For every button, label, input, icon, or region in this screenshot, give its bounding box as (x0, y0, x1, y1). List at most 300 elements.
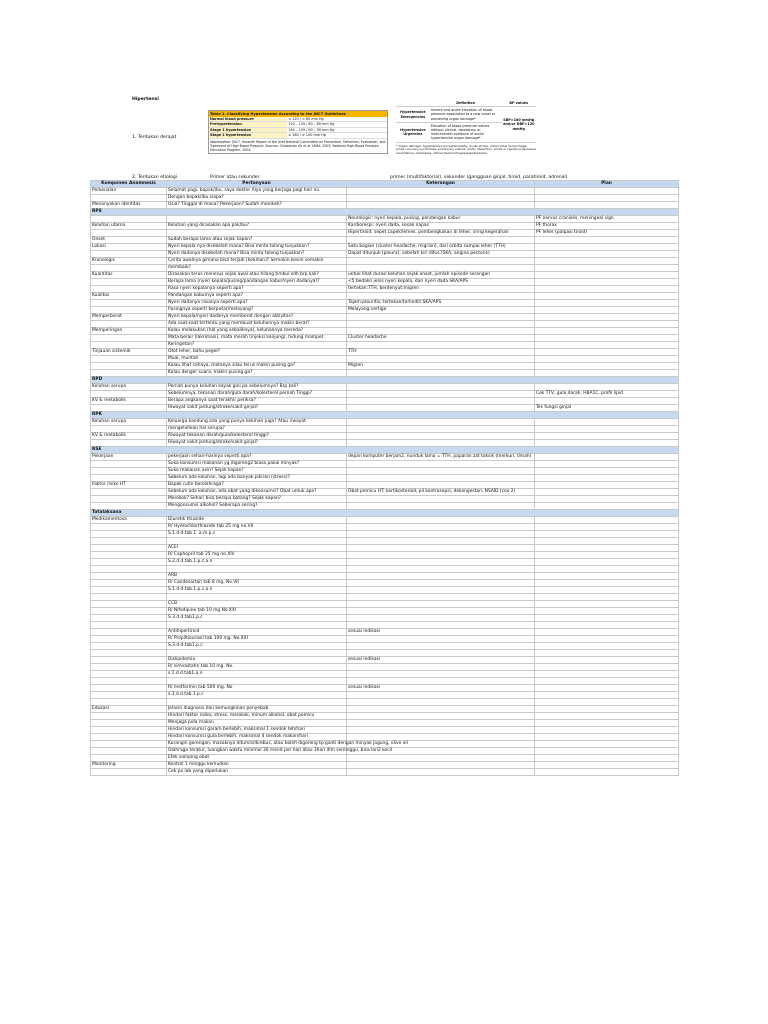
cell-keterangan: sesuai indikasi (347, 685, 535, 692)
cell-komponen: Onset (91, 237, 167, 244)
table-row (91, 314, 679, 321)
cell-keterangan (347, 671, 535, 678)
cell-keterangan (347, 699, 535, 706)
cell-keterangan (347, 720, 535, 727)
jnc7-range: ≥ 160 / ≥ 100 mm Hg (287, 133, 387, 138)
cell-komponen (91, 195, 167, 202)
cell-keterangan (347, 188, 535, 195)
jnc7-range: 140 – 159 / 90 – 99 mm Hg (287, 127, 387, 132)
cell-keterangan (347, 426, 535, 433)
cell-komponen (91, 685, 167, 692)
cell-pertanyaan: Sebelum ada keluhan, ada obat yang dikonsumsi? Obat untuk apa? (167, 489, 347, 496)
cell-pertanyaan: mengeluhkan hal serupa? (167, 426, 347, 433)
table-row (91, 713, 679, 720)
cell-pertanyaan: Hindari konsumsi gula berlebih, maksimal 4 sendok makan/hari (167, 734, 347, 741)
cell-pertanyaan (167, 594, 347, 601)
table-row (91, 678, 679, 685)
step-2-label: 2. Tentukan etiologi (132, 175, 178, 180)
header-komponen: Komponen Anamnesis (91, 181, 167, 188)
cell-komponen (91, 496, 167, 503)
section-row (91, 510, 679, 517)
cell-komponen: Memperberat (91, 314, 167, 321)
table-row (91, 482, 679, 489)
cell-plan (535, 384, 679, 391)
table-row (91, 419, 679, 426)
cell-plan (535, 622, 679, 629)
table-row (91, 748, 679, 755)
cell-pertanyaan: CCB (167, 601, 347, 608)
table-row (91, 629, 679, 636)
cell-pertanyaan: Kalau melakukan (hal yang sebaliknya), keluhannya mereda? (167, 328, 347, 335)
cell-plan (535, 678, 679, 685)
cell-pertanyaan (167, 566, 347, 573)
bp-row-urgencies: Hypertensive Urgencies (396, 122, 430, 142)
cell-komponen (91, 643, 167, 650)
cell-plan (535, 566, 679, 573)
cell-plan (535, 468, 679, 475)
cell-keterangan (347, 328, 535, 335)
cell-plan (535, 356, 679, 363)
cell-plan (535, 594, 679, 601)
cell-plan: Tes fungsi ginjal (535, 405, 679, 412)
header-pertanyaan: Pertanyaan (167, 181, 347, 188)
table-row (91, 398, 679, 405)
cell-komponen (91, 587, 167, 594)
cell-komponen (91, 405, 167, 412)
cell-plan (535, 398, 679, 405)
cell-pertanyaan: Olahraga teratur, luangkan waktu minimal 30 menit per hari atau 3hari dlm seminggu, bisa lari2 kecil (168, 748, 393, 753)
table-row (91, 559, 679, 566)
cell-komponen (91, 503, 167, 510)
jnc7-classification-table (208, 110, 388, 154)
cell-komponen (91, 594, 167, 601)
cell-plan: PF leher (palpasi tiroid) (535, 230, 679, 237)
table-row (91, 328, 679, 335)
cell-plan (535, 496, 679, 503)
cell-komponen (91, 748, 167, 755)
section-label: RPD (91, 377, 679, 384)
cell-keterangan (347, 475, 535, 482)
cell-komponen (91, 608, 167, 615)
cell-plan (535, 643, 679, 650)
cell-keterangan (347, 545, 535, 552)
cell-komponen: Pekerjaan (91, 454, 167, 461)
table-row (91, 433, 679, 440)
table-row (91, 300, 679, 307)
cell-komponen (91, 475, 167, 482)
cell-plan (535, 524, 679, 531)
table-row (91, 363, 679, 370)
cell-plan (535, 188, 679, 195)
jnc7-category: Stage 1 hypertension (209, 127, 287, 132)
table-row (91, 741, 679, 748)
table-row (91, 552, 679, 559)
cell-komponen (91, 657, 167, 664)
cell-keterangan (347, 650, 535, 657)
cell-pertanyaan: Nyeri dadanya rasanya seperti apa? (167, 300, 347, 307)
cell-komponen (91, 615, 167, 622)
table-row (91, 664, 679, 671)
cell-komponen (91, 601, 167, 608)
cell-keterangan (347, 615, 535, 622)
cell-keterangan (347, 384, 535, 391)
cell-plan (535, 762, 679, 769)
table-row (91, 587, 679, 594)
cell-komponen (91, 391, 167, 398)
cell-plan (535, 307, 679, 314)
step-1-label: 1. Tentukan derajat (132, 135, 177, 140)
cell-keterangan (347, 524, 535, 531)
cell-plan (535, 265, 679, 272)
cell-keterangan (347, 713, 535, 720)
cell-plan (535, 685, 679, 692)
cell-komponen: Edukasi (91, 706, 167, 713)
cell-komponen (91, 440, 167, 447)
cell-keterangan (347, 622, 535, 629)
cell-keterangan: Neurologic: nyeri kepala, pusing, pandangan kabur (347, 216, 535, 223)
cell-keterangan (347, 727, 535, 734)
cell-pertanyaan: ARB (167, 573, 347, 580)
cell-komponen: Kuantitas (91, 272, 167, 279)
cell-pertanyaan: Bapak rutin berolahraga? (167, 482, 347, 489)
cell-plan (535, 440, 679, 447)
section-row (91, 377, 679, 384)
cell-pertanyaan: Diuretik thiazide (167, 517, 347, 524)
cell-plan (535, 314, 679, 321)
section-row (91, 412, 679, 419)
cell-keterangan: Cluster headache (347, 335, 535, 342)
cell-keterangan: Satu bagian (cluster headache, migrain), dari orbita sampai leher (TTH) (347, 244, 535, 251)
table-row (91, 755, 679, 762)
table-row (91, 573, 679, 580)
cell-pertanyaan (167, 216, 347, 223)
cell-keterangan (347, 531, 535, 538)
cell-plan (535, 559, 679, 566)
cell-pertanyaan: Kalau lihat cahaya, matanya silau terus makin pusing ga? (167, 363, 347, 370)
cell-pertanyaan: Suka konsumsi makanan yg digoreng2 biasa pakai minyak? (167, 461, 347, 468)
table-row (91, 265, 679, 272)
table-row (91, 538, 679, 545)
table-row (91, 545, 679, 552)
cell-plan (535, 629, 679, 636)
cell-komponen (91, 230, 167, 237)
cell-komponen (91, 538, 167, 545)
cell-pertanyaan: Nyeri kepala nya disebelah mana? Bisa minta tolong tunjukkan? (167, 244, 347, 251)
cell-keterangan (347, 601, 535, 608)
cell-pertanyaan: Dirasakan terus menerus sejak awal atau hilang timbul sdh brp kali? (167, 272, 347, 279)
cell-keterangan (347, 678, 535, 685)
cell-komponen (91, 566, 167, 573)
cell-keterangan: depan komputer berjam2, nunduk lama = TTH, paparan zat toksik (merkuri, timah) (347, 454, 535, 461)
cell-plan (535, 720, 679, 727)
cell-pertanyaan (167, 650, 347, 657)
cell-pertanyaan: R/ simvastatin tab 10 mg. No. (167, 664, 347, 671)
table-row (91, 384, 679, 391)
cell-pertanyaan: Berapa angkanya saat terakhir periksa? (167, 398, 347, 405)
table-row (91, 685, 679, 692)
cell-keterangan: Obat pemicu HT: kortikosteroid, pil kontrasepsi, dekongestan, NSAID (cox-2) (347, 489, 535, 496)
cell-pertanyaan: Riwayat sakit jantung/stroke/sakit ginjal? (167, 440, 347, 447)
table-row (91, 293, 679, 300)
table-row (91, 307, 679, 314)
cell-komponen (91, 573, 167, 580)
cell-pertanyaan: Hindari konsumsi garam berlebih, maksimal 1 sendok teh/hari (167, 727, 347, 734)
cell-keterangan (347, 321, 535, 328)
bp-values-cell: SBP>180 mmHg and/or DBP>120 mmHg (502, 107, 536, 142)
cell-keterangan (347, 461, 535, 468)
cell-komponen: Monitoring (91, 762, 167, 769)
cell-plan (535, 713, 679, 720)
cell-plan (535, 615, 679, 622)
table-row (91, 524, 679, 531)
cell-keterangan (347, 482, 535, 489)
table-row (91, 272, 679, 279)
header-plan: Plan (535, 181, 679, 188)
cell-plan (535, 363, 679, 370)
table-row (91, 734, 679, 741)
table-row (91, 426, 679, 433)
cell-plan (535, 300, 679, 307)
cell-komponen (91, 769, 167, 776)
cell-keterangan (347, 342, 535, 349)
cell-keterangan (347, 356, 535, 363)
cell-komponen (91, 727, 167, 734)
cell-plan (535, 426, 679, 433)
cell-keterangan (347, 538, 535, 545)
table-row (91, 405, 679, 412)
cell-pertanyaan: R/ Propiltiourasil tab 100 mg. No.XXI (167, 636, 347, 643)
cell-keterangan (347, 314, 535, 321)
cell-pertanyaan: S.3.d.d.tab1.p.c (167, 643, 347, 650)
table-row (91, 188, 679, 195)
cell-pertanyaan: s.1.d.d.tab1.a.n (167, 671, 347, 678)
cell-komponen (91, 216, 167, 223)
cell-keterangan (347, 237, 535, 244)
cell-pertanyaan: Rasa nyeri kepalanya seperti apa? (167, 286, 347, 293)
cell-pertanyaan (167, 230, 347, 237)
bp-organ-damage-note: * Organ damage: hypertensive encephalopathy, acute stroke, intracranial hemorrhage, acute coronary syndromes, pulmonary edema, aortic dissection, acute or rapidly progressive renal failure, eclampsia, retinal haemorrhages/papilloedema. (396, 143, 536, 156)
cell-komponen (91, 461, 167, 468)
cell-komponen (91, 286, 167, 293)
cell-plan (535, 671, 679, 678)
table-row (91, 468, 679, 475)
cell-plan (535, 419, 679, 426)
cell-keterangan (347, 755, 535, 762)
cell-komponen: Lokasi (91, 244, 167, 251)
cell-keterangan (347, 594, 535, 601)
cell-komponen (91, 426, 167, 433)
cell-komponen (91, 720, 167, 727)
cell-plan (535, 475, 679, 482)
cell-keterangan (347, 370, 535, 377)
cell-plan (535, 734, 679, 741)
cell-komponen (91, 650, 167, 657)
cell-keterangan (347, 566, 535, 573)
cell-komponen (91, 636, 167, 643)
table-row (91, 657, 679, 664)
cell-keterangan (347, 258, 535, 265)
bp-row-emergencies: Hypertensive Emergencies (396, 107, 430, 123)
cell-pertanyaan: R/ Nifedipine tab 10 mg No.XXI (167, 608, 347, 615)
jnc7-footnote: Abbreviation: JNC7, Seventh Report of the Joint National Committee on Prevention, Detection, Evaluation, and Treatment of High Blood Pressure. Sources: Chobanian AV et al. JAMA. 2003; National High Blood Pressure Education Program. 2004. (210, 139, 386, 152)
cell-plan (535, 279, 679, 286)
cell-pertanyaan (167, 622, 347, 629)
cell-pertanyaan (167, 678, 347, 685)
cell-pertanyaan: pekerjaan sehari-harinya seperti apa? (167, 454, 347, 461)
cell-komponen (91, 279, 167, 286)
cell-plan (535, 454, 679, 461)
cell-plan (535, 293, 679, 300)
bp-header-values: BP values (502, 100, 536, 107)
cell-komponen (91, 531, 167, 538)
cell-keterangan: Migren (347, 363, 535, 370)
cell-pertanyaan: Suka makanan asin? Sejak kapan? (167, 468, 347, 475)
cell-komponen (91, 741, 167, 748)
cell-komponen (91, 342, 167, 349)
cell-komponen (91, 307, 167, 314)
cell-pertanyaan: Selamat pagi, bapak/ibu, saya dokter Alya yang berjaga pagi hari ini. (167, 188, 347, 195)
cell-komponen: Perkenalan (91, 188, 167, 195)
cell-pertanyaan: Pernah punya keluhan kayak gini pa sebelumnya? Brp kali? (167, 384, 347, 391)
jnc7-category: Stage 2 hypertension (209, 133, 287, 138)
cell-komponen (91, 580, 167, 587)
section-label: RSE (91, 447, 679, 454)
cell-pertanyaan: Mata berair (lakrimasi), mata merah (injeksi konjung), hidung mampet (167, 335, 347, 342)
cell-pertanyaan: Nyeri kepala/nyeri dadanya memberat dengan aktivitas? (167, 314, 347, 321)
table-row (91, 342, 679, 349)
cell-keterangan (347, 636, 535, 643)
cell-pertanyaan (167, 699, 347, 706)
cell-keterangan (347, 706, 535, 713)
cell-plan (535, 727, 679, 734)
table-row (91, 202, 679, 209)
header-keterangan: Keterangan (347, 181, 535, 188)
cell-pertanyaan (167, 538, 347, 545)
step-2-etiology-detail: primer (multifaktorial), sekunder (gangguan ginjal, tiroid, paratiroid, adrenal) (390, 175, 568, 180)
cell-komponen: Tinjauan sistemik (91, 349, 167, 356)
cell-pertanyaan: Mual, muntah (167, 356, 347, 363)
table-row (91, 622, 679, 629)
cell-keterangan (347, 195, 535, 202)
cell-komponen (91, 251, 167, 258)
cell-keterangan: TTH (347, 349, 535, 356)
cell-plan (535, 545, 679, 552)
cell-pertanyaan: S.2.d.d.tab.1.p.c.a.n (167, 559, 347, 566)
cell-plan (535, 328, 679, 335)
section-label: RPS (91, 209, 679, 216)
cell-keterangan (347, 559, 535, 566)
cell-pertanyaan: Sebelum ada keluhan, lagi ada banyak pikiran (stress)? (167, 475, 347, 482)
cell-keterangan (347, 573, 535, 580)
table-row (91, 223, 679, 230)
bp-emergencies-definition: Severe and acute elevation of blood pressure associated to a new onset or worsening organ damage* (430, 107, 502, 123)
cell-plan (535, 342, 679, 349)
cell-komponen: Kualitas (91, 293, 167, 300)
cell-komponen: KV & metabolik (91, 433, 167, 440)
bp-header-definition: Definition (430, 100, 502, 107)
bp-urgencies-definition: Elevation of blood pressure values without clinical, laboratory or instrumental evidence of acute hypertensive organ damage* (430, 122, 502, 142)
cell-plan (535, 335, 679, 342)
cell-keterangan: Tajam:pleuritis, tertekan/terlindih:SKA/APS (347, 300, 535, 307)
cell-plan (535, 272, 679, 279)
cell-keterangan (347, 769, 535, 776)
cell-plan (535, 692, 679, 699)
cell-plan (535, 650, 679, 657)
cell-keterangan: sesuai indikasi (347, 629, 535, 636)
cell-plan (535, 433, 679, 440)
cell-plan (535, 657, 679, 664)
table-row (91, 699, 679, 706)
table-row (91, 636, 679, 643)
cell-keterangan (347, 762, 535, 769)
cell-plan (535, 538, 679, 545)
cell-pertanyaan: membaik? (167, 265, 347, 272)
cell-pertanyaan: Kurangin gorengan, masaknya ditumis/direbus, atau boleh digoreng tp ganti dengan minyak jagung, olive oil (168, 741, 408, 746)
table-row (91, 650, 679, 657)
cell-plan (535, 601, 679, 608)
cell-keterangan: Hipertiroid: sepet capek/lemes, pembengkakan di leher, sring kegerahan (347, 230, 535, 237)
cell-pertanyaan: S.1.d.d.tab.1 .a.m.p.c (167, 531, 347, 538)
cell-plan (535, 608, 679, 615)
cell-plan (535, 195, 679, 202)
cell-pertanyaan: Kontrol 1 minggu kemudian (167, 762, 347, 769)
cell-keterangan (347, 517, 535, 524)
cell-plan (535, 748, 679, 755)
table-row (91, 349, 679, 356)
cell-pertanyaan: Hindari faktor risiko; stress, merokok, minum alkohol, obat pemicu (167, 713, 347, 720)
cell-komponen (91, 265, 167, 272)
cell-pertanyaan: ACEI (167, 545, 347, 552)
table-row (91, 195, 679, 202)
cell-komponen: Medikamentosa (91, 517, 167, 524)
table-row (91, 370, 679, 377)
table-row (91, 503, 679, 510)
table-row (91, 769, 679, 776)
table-row (91, 391, 679, 398)
cell-komponen (91, 468, 167, 475)
table-row (91, 608, 679, 615)
table-row (91, 216, 679, 223)
cell-komponen (91, 692, 167, 699)
table-row (91, 440, 679, 447)
jnc7-row (209, 133, 387, 138)
cell-pertanyaan: R/ Caphopril tab 25 mg no.XIV (167, 552, 347, 559)
cell-pertanyaan: R/ metformin tab 500 mg. No (167, 685, 347, 692)
table-row (91, 692, 679, 699)
cell-pertanyaan: Keluhan yang dirasakan apa pak/bu? (167, 223, 347, 230)
cell-plan (535, 321, 679, 328)
cell-pertanyaan: Mengonsumsi alkohol? Seberapa sering? (167, 503, 347, 510)
cell-plan (535, 349, 679, 356)
cell-pertanyaan: R/ Candesartan tab 8 mg. No.VII (167, 580, 347, 587)
cell-komponen (91, 552, 167, 559)
cell-keterangan (347, 734, 535, 741)
table-row (91, 230, 679, 237)
cell-pertanyaan: Antihipertiroid (167, 629, 347, 636)
cell-komponen (91, 755, 167, 762)
cell-plan (535, 552, 679, 559)
table-row (91, 279, 679, 286)
cell-plan (535, 664, 679, 671)
cell-komponen (91, 699, 167, 706)
cell-komponen (91, 734, 167, 741)
cell-plan (535, 531, 679, 538)
cell-keterangan: Dapat ditunjuk (pleura), sebelah kiri difus (SKA, angina pectoris) (347, 251, 535, 258)
cell-pertanyaan: S.3.d.d.tab1.p.c (167, 615, 347, 622)
cell-keterangan (347, 265, 535, 272)
spreadsheet-sheet (90, 88, 678, 776)
table-row (91, 251, 679, 258)
